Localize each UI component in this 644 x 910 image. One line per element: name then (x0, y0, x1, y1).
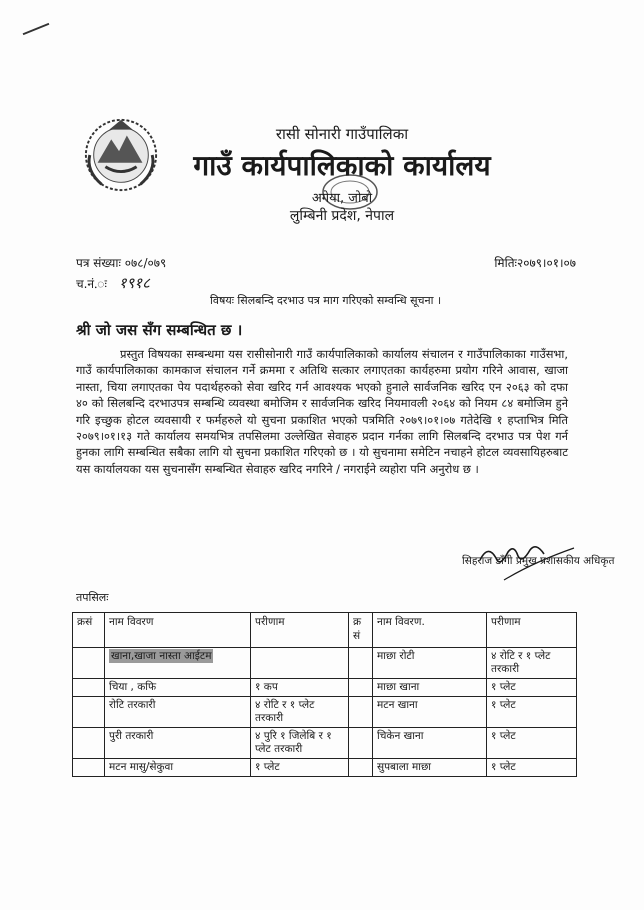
signatory-title: प्रमुख प्रशासकीय अधिकृत (515, 555, 615, 567)
table-cell: मटन मासु/सेकुवा (105, 759, 251, 777)
chana-label: च.नं.ः (76, 277, 107, 291)
office-location: अगेया, जोबो (311, 191, 373, 206)
table-cell: माछा रोटी (373, 648, 487, 679)
table-cell: १ प्लेट (487, 697, 577, 728)
table-cell (251, 648, 349, 679)
table-cell (73, 728, 105, 759)
table-cell: मटन खाना (373, 697, 487, 728)
salutation: श्री जो जस सँग सम्बन्धित छ । (76, 321, 243, 339)
table-row (73, 697, 577, 728)
col-header-quantity-2: परीणाम (487, 613, 577, 648)
table-cell: १ प्लेट (251, 759, 349, 777)
col-header-name-2: नाम विवरण. (373, 613, 487, 648)
table-cell: १ प्लेट (487, 728, 577, 759)
table-cell (73, 648, 105, 679)
table-cell (349, 679, 373, 697)
table-cell: ४ रोटि र १ प्लेट तरकारी (487, 648, 577, 679)
table-cell: १ प्लेट (487, 759, 577, 777)
subject-line: विषयः सिलबन्दि दरभाउ पत्र माग गरिएको सम्वन्धि सूचना । (210, 294, 442, 307)
table-cell: ४ पुरि १ जिलेबि र १ प्लेट तरकारी (251, 728, 349, 759)
miti-label: मितिः (494, 256, 517, 270)
miti-value: २०७९।०१।०७ (516, 256, 576, 270)
patra-sankhya (76, 254, 166, 271)
table-cell: पुरी तरकारी (105, 728, 251, 759)
table-row (73, 728, 577, 759)
pen-mark (23, 23, 50, 35)
patra-label: पत्र संख्याः (76, 256, 121, 270)
highlighted-item: खाना,खाजा नास्ता आईटम (111, 650, 212, 662)
table-cell (73, 697, 105, 728)
table-cell (73, 679, 105, 697)
table-cell: माछा खाना (373, 679, 487, 697)
col-header-sn: क्रसं (73, 613, 105, 648)
col-header-sn-2: क्र सं (349, 613, 373, 648)
signatory (462, 554, 614, 568)
table-cell (105, 648, 251, 679)
table-cell: रोटि तरकारी (105, 697, 251, 728)
table-row (73, 759, 577, 777)
table-cell (349, 697, 373, 728)
table-row (73, 648, 577, 679)
office-title: गाउँ कार्यपालिकाको कार्यालय (193, 149, 491, 182)
col-header-name: नाम विवरण (105, 613, 251, 648)
table-cell (73, 759, 105, 777)
table-cell: चिया , कफि (105, 679, 251, 697)
table-cell: ४ रोटि र १ प्लेट तरकारी (251, 697, 349, 728)
patra-value: ०७८/०७९ (124, 256, 167, 270)
tapsil-label: तपसिलः (76, 591, 109, 604)
table-row (73, 679, 577, 697)
province-name: लुम्बिनी प्रदेश, नेपाल (289, 208, 395, 224)
table-cell (349, 759, 373, 777)
table-cell (349, 648, 373, 679)
handwritten-signature (474, 540, 584, 596)
services-table (72, 612, 577, 777)
table-cell: १ कप (251, 679, 349, 697)
chana-value: १९१८ (118, 274, 150, 292)
table-cell (349, 728, 373, 759)
chalani-number (76, 273, 150, 293)
table-cell: १ प्लेट (487, 679, 577, 697)
municipality-name: रासी सोनारी गाउँपालिका (275, 125, 409, 143)
table-header-row (73, 613, 577, 648)
col-header-quantity: परीणाम (251, 613, 349, 648)
table-cell: चिकेन खाना (373, 728, 487, 759)
letter-date (494, 254, 576, 271)
signatory-name: सिहराज डाँगी (462, 555, 513, 567)
notice-body: प्रस्तुत विषयका सम्बन्धमा यस रासीसोनारी गाउँ कार्यपालिकाको कार्यालय संचालन र गाउँपालिकाका गाउँसभा, गाउँ कार्यपालिकाका कामकाज संचालन गर्ने क्रममा र अतिथि सत्कार लगाएतका कार्यहरुमा प्रयोग गरिने आवास, खाजा नास्ता, चिया लगाएतका पेय पदार्थहरुको सेवा खरिद गर्न आवश्यक भएको हुनाले सार्वजनिक खरिद एन २०६३ को दफा ४० को सिलबन्दि दरभाउपत्र सम्बन्धि व्यवस्था बमोजिम र सार्वजनिक खरिद नियमावली २०६४ को नियम ८४ बमोजिम हुने गरि इच्छुक होटल व्यवसायी र फर्महरुले यो सुचना प्रकाशित भएको पत्रमिति २०७९।०१।०७ गतेदेखि १ हप्ताभित्र मिति २०७९।०१।१३ गते कार्यालय समयभित्र तपसिलमा उल्लेखित सेवाहरु प्रदान गर्नका लागि सिलबन्दि दरभाउ पत्र पेश गर्न हुनका लागि सम्बन्धित सबैका लागि यो सुचना प्रकाशित गरिएको छ । यो सुचनामा समेटिन नचाहने होटल व्यवसायिहरुबाट यस कार्यालयका यस सुचनासँग सम्बन्धित सेवाहरु खरिद नगरिने / नगराईने व्यहोरा पनि अनुरोध छ । (76, 347, 568, 476)
table-cell: सुपबाला माछा (373, 759, 487, 777)
